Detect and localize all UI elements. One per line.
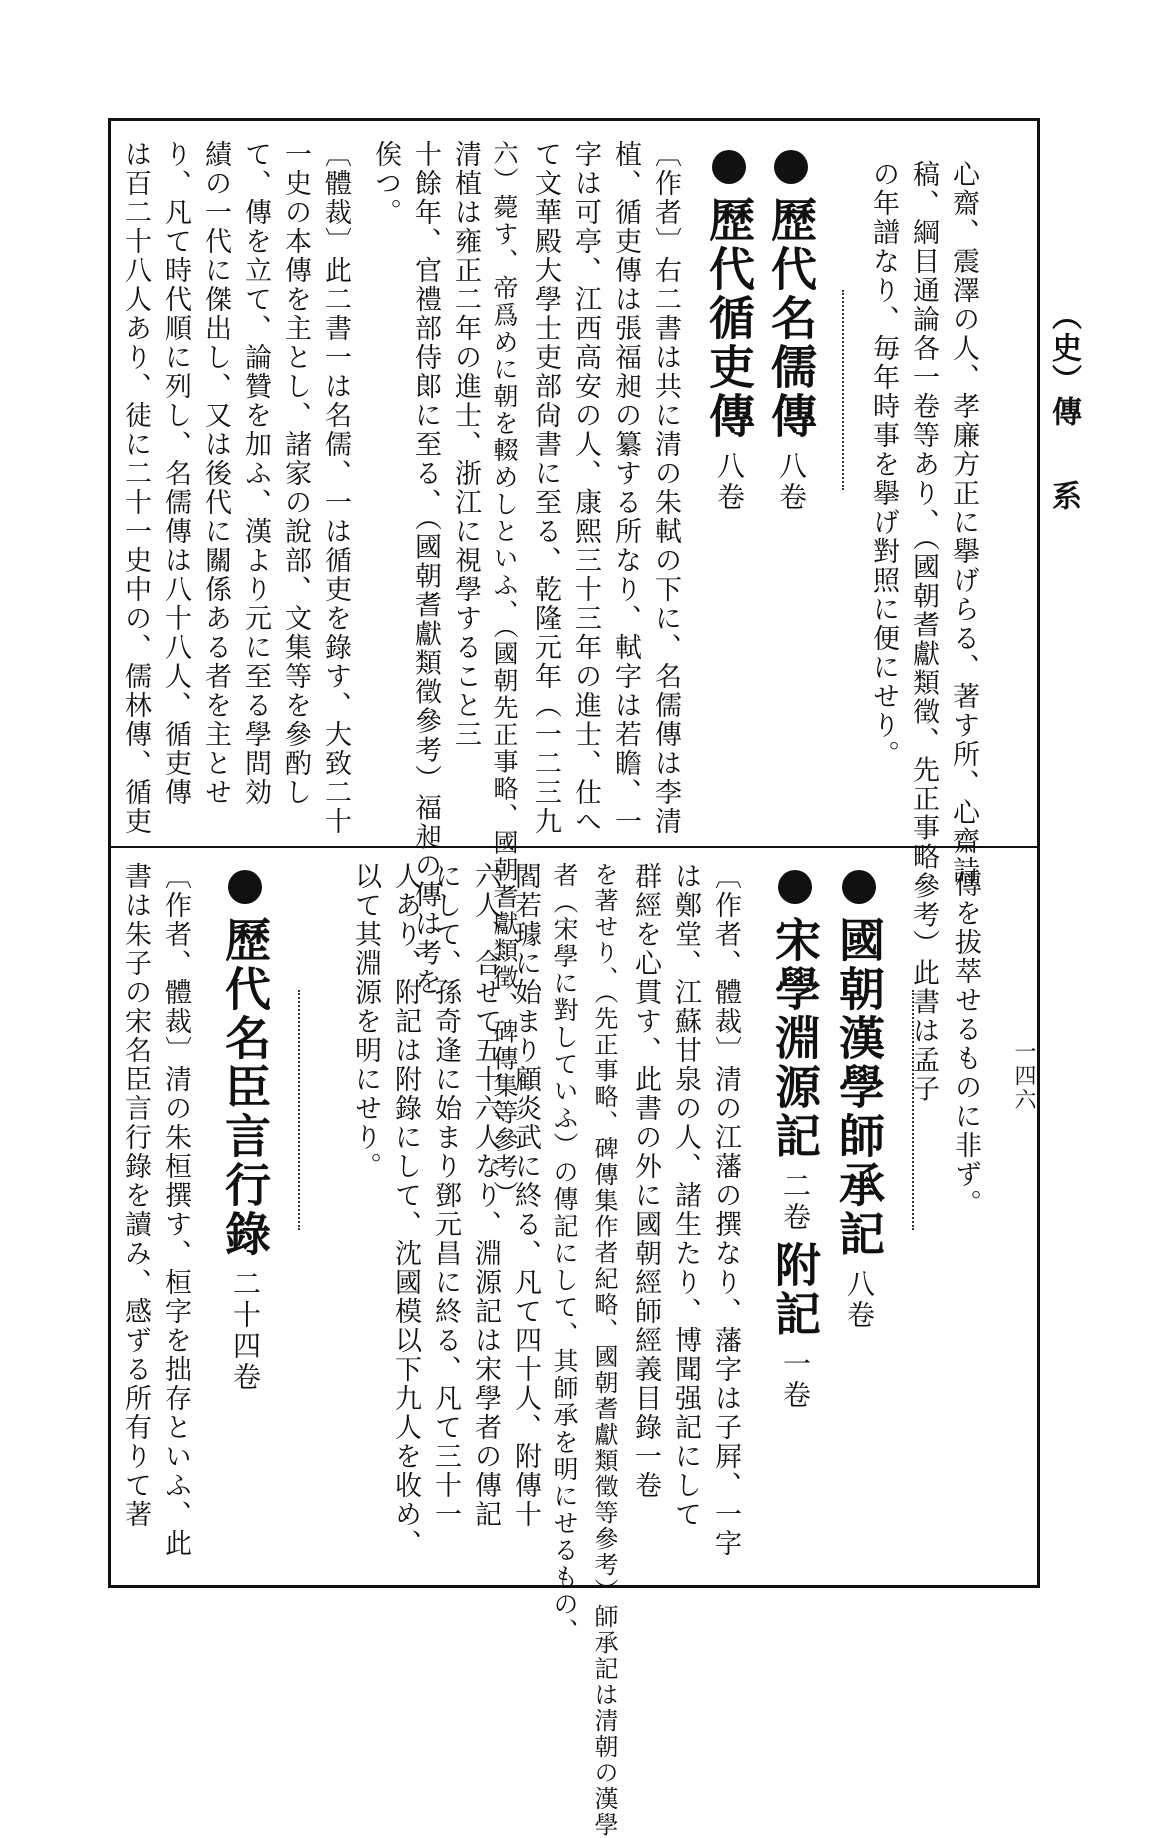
top-intro-line-1: 心齋、震澤の人、孝廉方正に擧げらる、著す所、心齋詩 [948, 160, 979, 885]
header-section: （史） [1046, 300, 1081, 396]
entry-title-text: 歷代循吏傳 [702, 196, 756, 441]
author-line-2: 植、循吏傳は張福昶の纂する所なり、軾字は若瞻、一 [610, 140, 641, 836]
entry-title-text: 宋學淵源記 [768, 916, 822, 1161]
bottom-line-1: 〔作者、體裁〕清の江藩の撰なり、藩字は子屛、一字 [710, 862, 741, 1558]
top-intro-line-2: 稿、綱目通論各一卷等あり、（國朝耆獻類徵、先正事略參考）此書は孟子 [908, 160, 939, 1104]
bullet-icon [778, 870, 812, 904]
author-line-4: て文華殿大學士吏部尙書に至る、乾隆元年（一二三九 [530, 140, 561, 836]
entry-title-5 [218, 870, 272, 1393]
bottom-line-9: 人あり、附記は附錄にして、沈國模以下九人を收め、 [390, 862, 421, 1558]
entry5-line-2: 書は朱子の宋名臣言行錄を讀み、感ずる所有りて著 [120, 862, 151, 1529]
entry-volumes: 二十四卷 [229, 1269, 262, 1393]
author-line-6: 清植は雍正二年の進士、浙江に視學すること三 [450, 140, 481, 749]
page-number: 一四六 [1011, 1040, 1036, 1112]
bottom-line-3: 群經を心貫す、此書の外に國朝經師經義目錄一卷 [630, 862, 661, 1500]
bottom-line-2: は鄭堂、江蘇甘泉の人、諸生たり、博聞强記にして [670, 862, 701, 1529]
body-line-5: り、凡て時代順に列し、名儒傳は八十八人、循吏傳 [160, 140, 191, 807]
section-rule-3 [298, 990, 306, 1230]
bullet-icon [842, 870, 876, 904]
bottom-line-10: 以て其淵源を明にせり。 [350, 862, 381, 1181]
body-line-2: 一史の本傳を主とし、諸家の說部、文集等を參酌し [280, 140, 311, 807]
author-line-1: 〔作者〕右二書は共に清の朱軾の下に、名儒傳は李清 [650, 140, 681, 836]
top-intro-line-3: の年譜なり、毎年時事を擧げ對照に便にせり。 [868, 160, 899, 769]
entry-appendix-volumes: 一卷 [779, 1349, 812, 1411]
author-line-5: 六）薨す、帝爲めに朝を輟めしといふ、（國朝先正事略、國朝耆獻類徵、碑傳集等參考） [490, 140, 519, 1208]
body-line-1: 〔體裁〕此二書一は名儒、一は循吏を錄す、大致二十 [320, 140, 351, 836]
entry-title-1 [764, 150, 818, 513]
entry-title-2 [702, 150, 756, 513]
bottom-line-6: 閻若璩に始まり顧炎武に終る、凡て四十人、附傳十 [510, 862, 541, 1529]
entry-volumes: 二卷 [779, 1171, 812, 1233]
entry-appendix: 附記 [768, 1241, 822, 1339]
entry-title-4 [768, 870, 822, 1411]
body-line-6: は百二十八人あり、徒に二十一史中の、儒林傳、循吏 [120, 140, 151, 836]
entry-title-3 [832, 870, 886, 1331]
bottom-line-8: にして、孫奇逢に始まり鄧元昌に終る、凡て三十一 [430, 862, 461, 1529]
bottom-line-7: 六人、合せて五十六人なり、淵源記は宋學者の傳記 [470, 862, 501, 1529]
section-rule-2 [912, 990, 920, 1230]
body-line-4: 績の一代に傑出し、又は後代に關係ある者を主とせ [200, 140, 231, 807]
bottom-line-4: を著せり、（先正事略、碑傳集作者紀略、國朝耆獻類徵等參考）師承記は清朝の漢學 [590, 862, 618, 1838]
entry-volumes: 八卷 [775, 451, 808, 513]
entry-volumes: 八卷 [843, 1269, 876, 1331]
body-line-3: て、傳を立て、論贊を加ふ、漢より元に至る學問効 [240, 140, 271, 807]
bottom-intro: 傳を拔萃せるものに非ず。 [950, 870, 981, 1218]
entry-volumes: 八卷 [713, 451, 746, 513]
entry-title-text: 國朝漢學師承記 [832, 916, 886, 1259]
author-line-3: 字は可亭、江西高安の人、康熙三十三年の進士、仕へ [570, 140, 601, 836]
author-line-8: 俟つ。 [370, 140, 401, 227]
bullet-icon [774, 150, 808, 184]
bullet-icon [228, 870, 262, 904]
bullet-icon [712, 150, 746, 184]
entry5-line-1: 〔作者、體裁〕清の朱桓撰す、桓字を拙存といふ、此 [160, 862, 191, 1558]
section-rule-1 [842, 290, 850, 490]
entry-title-text: 歷代名臣言行錄 [218, 916, 272, 1259]
bottom-line-5: 者（宋學に對していふ）の傳記にして、其師承を明にせるもの、 [550, 862, 579, 1645]
entry-title-text: 歷代名儒傳 [764, 196, 818, 441]
author-line-7: 十餘年、官禮部侍郞に至る、（國朝耆獻類徵參考）福昶の傳は考を [410, 140, 441, 997]
middle-divider [108, 846, 1040, 848]
header-category: 傳 系 [1046, 396, 1081, 522]
